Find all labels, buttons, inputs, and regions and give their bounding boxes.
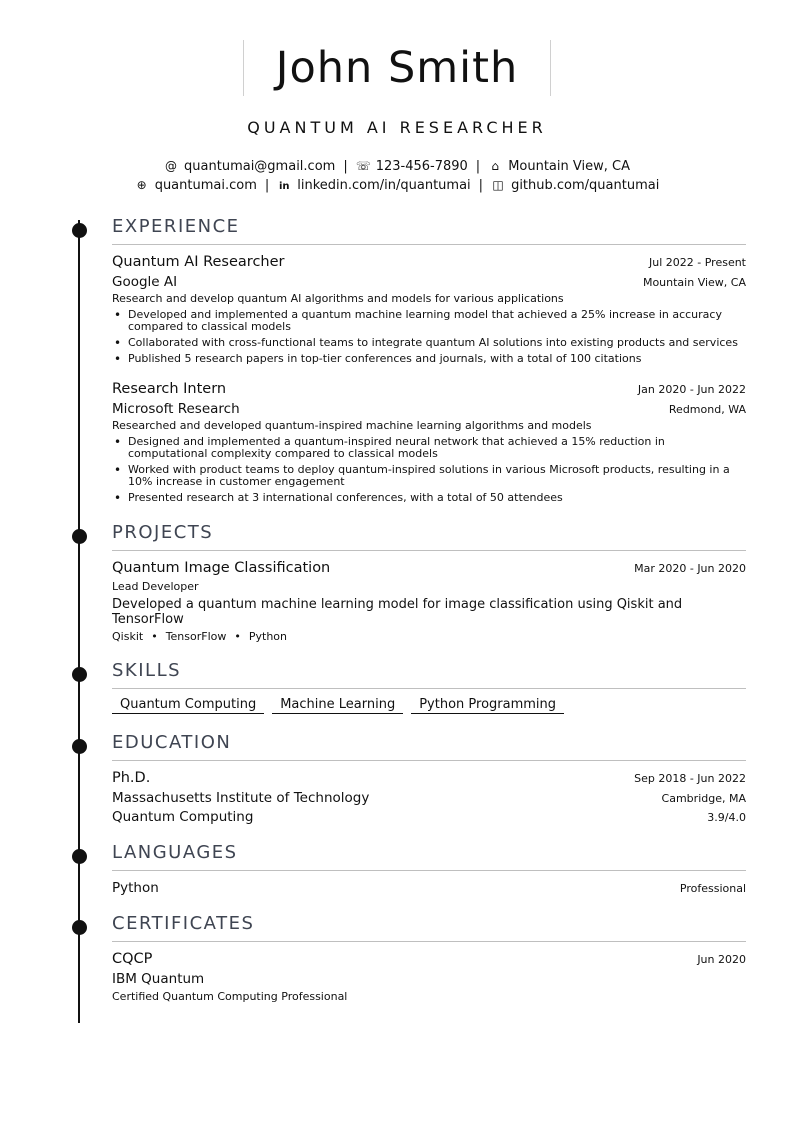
degree: Ph.D. bbox=[112, 770, 151, 786]
job-company: Microsoft Research bbox=[112, 401, 240, 417]
tech-tag: Qiskit bbox=[112, 630, 144, 643]
tech-tag: TensorFlow bbox=[165, 630, 227, 643]
github-link[interactable]: github.com/quantumai bbox=[511, 178, 660, 193]
project-tech-list bbox=[112, 630, 287, 643]
email-link[interactable]: quantumai@gmail.com bbox=[184, 159, 336, 174]
certificate-description: Certified Quantum Computing Professional bbox=[112, 990, 348, 1003]
job-dates: Jul 2022 - Present bbox=[649, 256, 746, 269]
skill-tag: Machine Learning bbox=[272, 697, 403, 714]
list-item: • Presented research at 3 international conferences, with a total of 50 attendees bbox=[112, 492, 746, 504]
job-role: Quantum AI Researcher bbox=[112, 254, 285, 270]
gpa: 3.9/4.0 bbox=[707, 811, 746, 824]
education-dates: Sep 2018 - Jun 2022 bbox=[634, 772, 746, 785]
timeline-dot-skills bbox=[72, 667, 87, 682]
certificate-header bbox=[112, 951, 746, 967]
contact-row-1 bbox=[0, 159, 794, 174]
name-header bbox=[0, 40, 794, 96]
list-item: • Worked with product teams to deploy quantum-inspired solutions in various Microsoft products, resulting in a 10% increase in customer engagement bbox=[112, 464, 746, 488]
project-description: Developed a quantum machine learning model for image classification using Qiskit and TensorFlow bbox=[112, 597, 683, 627]
project-role: Lead Developer bbox=[112, 580, 199, 593]
timeline-line bbox=[78, 220, 80, 1023]
tech-separator: • bbox=[151, 630, 158, 643]
list-item: • Collaborated with cross-functional teams to integrate quantum AI solutions into existing products and services bbox=[112, 337, 746, 349]
at-icon: @ bbox=[165, 159, 178, 173]
job-header bbox=[112, 254, 746, 270]
separator: | bbox=[343, 159, 348, 174]
job-bullets bbox=[112, 436, 746, 508]
contact-row-2 bbox=[0, 178, 794, 193]
list-item: • Developed and implemented a quantum machine learning model that achieved a 25% increase in accuracy compared to classical models bbox=[112, 309, 746, 333]
job-bullets bbox=[112, 309, 746, 369]
project-header bbox=[112, 560, 746, 576]
phone-icon: ☏ bbox=[355, 159, 371, 173]
project-dates: Mar 2020 - Jun 2020 bbox=[634, 562, 746, 575]
education-header bbox=[112, 770, 746, 786]
job-location: Redmond, WA bbox=[668, 403, 746, 416]
job-company-row bbox=[112, 401, 746, 417]
globe-icon: ⊕ bbox=[136, 178, 147, 192]
separator: | bbox=[264, 178, 270, 193]
language-level: Professional bbox=[679, 882, 746, 895]
timeline-dot-languages bbox=[72, 849, 87, 864]
job-summary: Research and develop quantum AI algorithms and models for various applications bbox=[112, 292, 564, 305]
job-company: Google AI bbox=[112, 274, 178, 290]
education-school-row bbox=[112, 790, 746, 806]
certificate-issuer: IBM Quantum bbox=[112, 971, 205, 987]
job-title: QUANTUM AI RESEARCHER bbox=[247, 118, 547, 137]
education-field-row bbox=[112, 809, 746, 825]
job-header bbox=[112, 381, 746, 397]
school-location: Cambridge, MA bbox=[661, 792, 746, 805]
certificate-name: CQCP bbox=[112, 951, 153, 967]
timeline-dot-projects bbox=[72, 529, 87, 544]
timeline-dot-certificates bbox=[72, 920, 87, 935]
field-of-study: Quantum Computing bbox=[112, 809, 254, 825]
github-icon: ◫ bbox=[492, 178, 504, 192]
job-location: Mountain View, CA bbox=[642, 276, 746, 289]
project-name: Quantum Image Classification bbox=[112, 560, 331, 576]
website-link[interactable]: quantumai.com bbox=[154, 178, 257, 193]
job-role: Research Intern bbox=[112, 381, 227, 397]
language-row bbox=[112, 880, 746, 896]
list-item: • Published 5 research papers in top-tier conferences and journals, with a total of 100 citations bbox=[112, 353, 746, 365]
skills-list bbox=[112, 697, 564, 714]
skill-tag: Quantum Computing bbox=[112, 697, 264, 714]
skill-tag: Python Programming bbox=[411, 697, 564, 714]
timeline-dot-experience bbox=[72, 223, 87, 238]
separator: | bbox=[475, 159, 481, 174]
home-icon: ⌂ bbox=[491, 159, 499, 173]
tech-separator: • bbox=[234, 630, 241, 643]
separator: | bbox=[478, 178, 484, 193]
certificates-heading: CERTIFICATES bbox=[112, 913, 746, 942]
skills-heading: SKILLS bbox=[112, 660, 746, 689]
job-dates: Jan 2020 - Jun 2022 bbox=[637, 383, 746, 396]
candidate-name: John Smith bbox=[243, 40, 551, 96]
education-heading: EDUCATION bbox=[112, 732, 746, 761]
phone-link[interactable]: 123-456-7890 bbox=[375, 159, 468, 174]
timeline-dot-education bbox=[72, 739, 87, 754]
list-item: • Designed and implemented a quantum-inspired neural network that achieved a 15% reduction in computational complexity compared to classical models bbox=[112, 436, 746, 460]
languages-heading: LANGUAGES bbox=[112, 842, 746, 871]
experience-heading: EXPERIENCE bbox=[112, 216, 746, 245]
job-company-row bbox=[112, 274, 746, 290]
linkedin-icon: in bbox=[278, 181, 290, 192]
linkedin-link[interactable]: linkedin.com/in/quantumai bbox=[297, 178, 471, 193]
job-summary: Researched and developed quantum-inspired machine learning algorithms and models bbox=[112, 419, 592, 432]
language-name: Python bbox=[112, 880, 159, 896]
tech-tag: Python bbox=[248, 630, 288, 643]
school-name: Massachusetts Institute of Technology bbox=[112, 790, 370, 806]
certificate-date: Jun 2020 bbox=[697, 953, 746, 966]
location-text: Mountain View, CA bbox=[508, 159, 630, 174]
certificate-issuer-row bbox=[112, 971, 746, 987]
projects-heading: PROJECTS bbox=[112, 522, 746, 551]
